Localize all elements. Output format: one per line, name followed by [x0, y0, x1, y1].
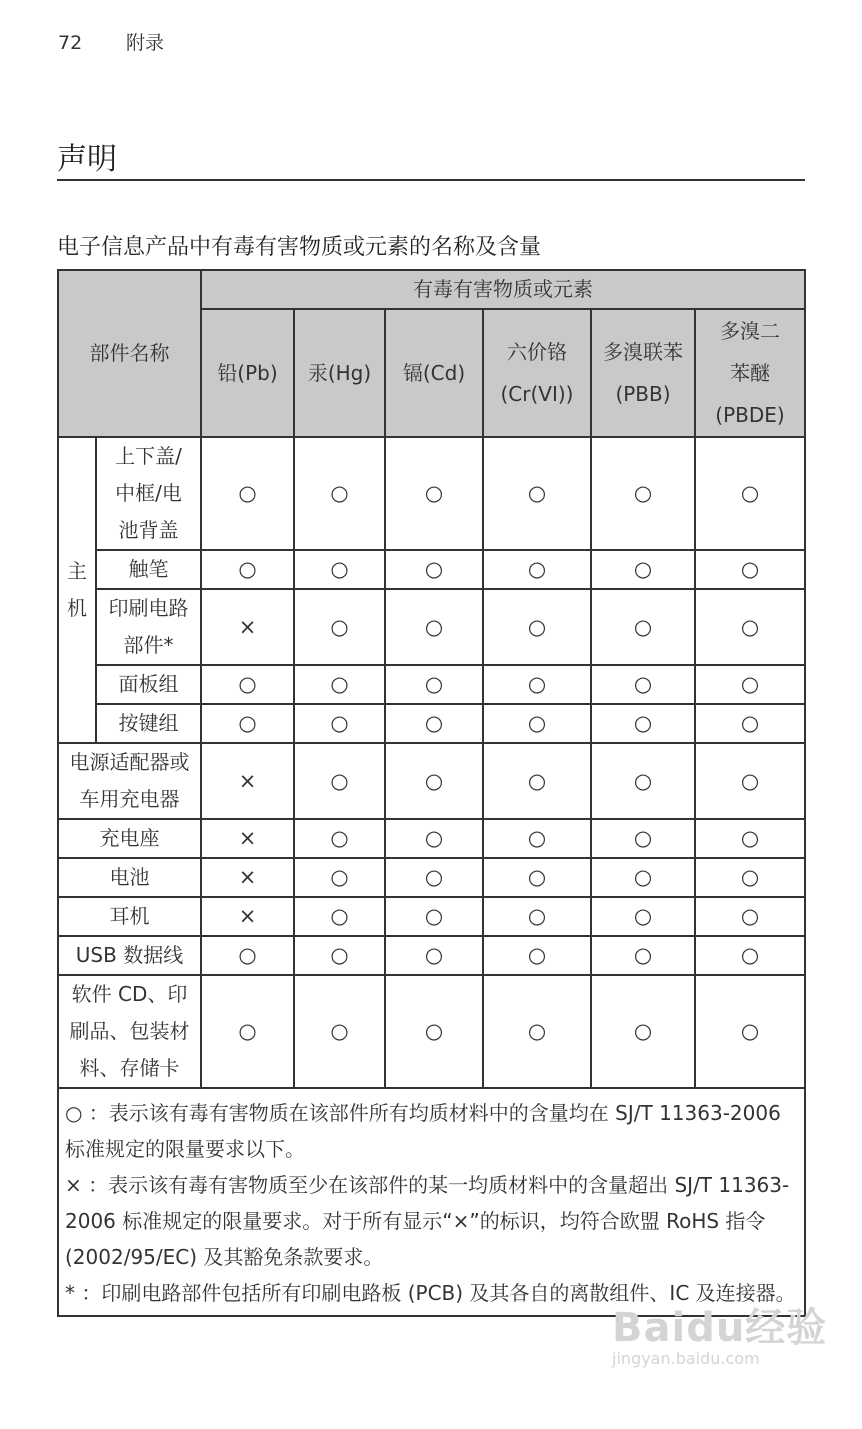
- value-cell: ○: [483, 589, 591, 665]
- text-line: 电池: [109, 865, 150, 889]
- text-line: 多溴联苯: [603, 340, 683, 364]
- table-row: [58, 858, 805, 897]
- value-cell: ×: [201, 897, 294, 936]
- table-row: [58, 589, 805, 665]
- value-cell: ○: [591, 936, 695, 975]
- value-cell: ○: [294, 665, 385, 704]
- value-cell: ○: [695, 437, 805, 550]
- value-cell: ○: [483, 704, 591, 743]
- value-cell: ○: [591, 665, 695, 704]
- substance-header: [483, 309, 591, 437]
- table-row: [58, 665, 805, 704]
- text-line: 镉(Cd): [402, 361, 466, 385]
- table-row: [58, 975, 805, 1088]
- text-line: 面板组: [118, 672, 179, 696]
- value-cell: ○: [385, 589, 483, 665]
- value-cell: ○: [483, 975, 591, 1088]
- text-line: USB 数据线: [75, 943, 184, 967]
- value-cell: ○: [483, 936, 591, 975]
- text-line: 料、存储卡: [79, 1056, 180, 1080]
- text-line: 充电座: [99, 826, 160, 850]
- value-cell: ○: [294, 819, 385, 858]
- value-cell: ○: [385, 665, 483, 704]
- text-line: 软件 CD、印: [71, 982, 188, 1006]
- value-cell: ○: [385, 936, 483, 975]
- value-cell: ×: [201, 589, 294, 665]
- value-cell: ○: [695, 819, 805, 858]
- value-cell: ○: [695, 897, 805, 936]
- value-cell: ×: [201, 858, 294, 897]
- substance-header: [591, 309, 695, 437]
- section-name: 附录: [126, 32, 165, 54]
- part-name: [96, 437, 201, 550]
- value-cell: ○: [385, 550, 483, 589]
- notes-row: [58, 1088, 805, 1316]
- value-cell: ×: [201, 819, 294, 858]
- value-cell: ○: [201, 437, 294, 550]
- part-name: [58, 975, 201, 1088]
- part-name-header: 部件名称: [58, 270, 201, 437]
- value-cell: ○: [385, 897, 483, 936]
- table-row: [58, 437, 805, 550]
- part-name: [58, 819, 201, 858]
- table-row: [58, 819, 805, 858]
- value-cell: ○: [294, 550, 385, 589]
- table-caption: 电子信息产品中有毒有害物质或元素的名称及含量: [57, 235, 542, 260]
- value-cell: ○: [591, 858, 695, 897]
- text-line: 汞(Hg): [307, 361, 372, 385]
- text-line: 主: [67, 559, 87, 583]
- value-cell: ○: [483, 743, 591, 819]
- value-cell: ○: [695, 858, 805, 897]
- substance-header: [695, 309, 805, 437]
- value-cell: ○: [294, 975, 385, 1088]
- text-line: 中框/电: [115, 481, 182, 505]
- value-cell: ○: [591, 437, 695, 550]
- value-cell: ○: [591, 589, 695, 665]
- value-cell: ○: [695, 589, 805, 665]
- text-line: * ：印刷电路部件包括所有印刷电路板 (PCB) 及其各自的离散组件、IC 及连接器。: [65, 1281, 796, 1305]
- value-cell: ×: [201, 743, 294, 819]
- value-cell: ○: [695, 550, 805, 589]
- header-row: [58, 270, 805, 309]
- part-name: [96, 589, 201, 665]
- text-line: 上下盖/: [115, 444, 182, 468]
- text-line: 池背盖: [118, 518, 179, 542]
- text-line: 车用充电器: [79, 787, 180, 811]
- title-divider: [57, 179, 805, 181]
- baidu-watermark: [612, 1296, 827, 1368]
- value-cell: ○: [695, 975, 805, 1088]
- substance-header: [201, 309, 294, 437]
- value-cell: ○: [201, 704, 294, 743]
- value-cell: ○: [591, 704, 695, 743]
- text-line: 刷品、包装材: [69, 1019, 190, 1043]
- watermark-brand: Baidu经验: [612, 1305, 828, 1351]
- value-cell: ○: [385, 819, 483, 858]
- part-name: [96, 550, 201, 589]
- value-cell: ○: [591, 975, 695, 1088]
- value-cell: ○: [695, 665, 805, 704]
- text-line: 苯醚: [730, 361, 771, 385]
- text-line: 电源适配器或: [69, 750, 190, 774]
- text-line: 耳机: [109, 904, 150, 928]
- watermark-url: jingyan.baidu.com: [612, 1349, 760, 1368]
- part-name: [58, 743, 201, 819]
- value-cell: ○: [483, 897, 591, 936]
- page-number: 72: [58, 32, 83, 54]
- text-line: × ：表示该有毒有害物质至少在该部件的某一均质材料中的含量超出 SJ/T 11363-2006 标准规定的限量要求。对于所有显示“×”的标识，均符合欧盟 RoHS 指令 (2002/95/EC) 及其豁免条款要求。: [65, 1173, 790, 1269]
- text-line: 部件*: [123, 633, 174, 657]
- text-line: 按键组: [118, 711, 179, 735]
- text-line: 触笔: [128, 557, 169, 581]
- value-cell: ○: [591, 743, 695, 819]
- value-cell: ○: [385, 704, 483, 743]
- text-line: ○ ：表示该有毒有害物质在该部件所有均质材料中的含量均在 SJ/T 11363-2006 标准规定的限量要求以下。: [65, 1101, 781, 1161]
- substance-group-header: 有毒有害物质或元素: [201, 270, 805, 309]
- value-cell: ○: [385, 437, 483, 550]
- value-cell: ○: [591, 819, 695, 858]
- host-group-label: [58, 437, 96, 743]
- table-row: [58, 743, 805, 819]
- value-cell: ○: [385, 858, 483, 897]
- value-cell: ○: [483, 858, 591, 897]
- text-line: 铅(Pb): [217, 361, 278, 385]
- page-title: 声明: [57, 142, 117, 177]
- page-header: [58, 28, 164, 55]
- value-cell: ○: [695, 936, 805, 975]
- table-row: [58, 550, 805, 589]
- value-cell: ○: [695, 743, 805, 819]
- text-line: (Cr(VI)): [500, 382, 574, 406]
- value-cell: ○: [294, 897, 385, 936]
- value-cell: ○: [294, 704, 385, 743]
- value-cell: ○: [591, 897, 695, 936]
- part-name: [96, 704, 201, 743]
- part-name: [58, 936, 201, 975]
- value-cell: ○: [294, 936, 385, 975]
- value-cell: ○: [294, 589, 385, 665]
- table-row: [58, 897, 805, 936]
- hazardous-substance-table: [57, 269, 806, 1317]
- value-cell: ○: [483, 665, 591, 704]
- part-name: [96, 665, 201, 704]
- value-cell: ○: [201, 665, 294, 704]
- substance-header: [294, 309, 385, 437]
- part-name: [58, 897, 201, 936]
- table-notes: [58, 1088, 805, 1316]
- text-line: (PBB): [615, 382, 671, 406]
- value-cell: ○: [695, 704, 805, 743]
- value-cell: ○: [483, 550, 591, 589]
- text-line: 多溴二: [720, 319, 781, 343]
- text-line: 机: [67, 596, 87, 620]
- value-cell: ○: [201, 936, 294, 975]
- substance-header: [385, 309, 483, 437]
- table-row: [58, 704, 805, 743]
- text-line: (PBDE): [715, 403, 785, 427]
- value-cell: ○: [201, 975, 294, 1088]
- part-name: [58, 858, 201, 897]
- value-cell: ○: [385, 743, 483, 819]
- text-line: 印刷电路: [108, 596, 189, 620]
- value-cell: ○: [483, 819, 591, 858]
- value-cell: ○: [294, 437, 385, 550]
- value-cell: ○: [385, 975, 483, 1088]
- value-cell: ○: [294, 858, 385, 897]
- text-line: 六价铬: [507, 340, 567, 364]
- value-cell: ○: [294, 743, 385, 819]
- value-cell: ○: [483, 437, 591, 550]
- value-cell: ○: [591, 550, 695, 589]
- value-cell: ○: [201, 550, 294, 589]
- table-row: [58, 936, 805, 975]
